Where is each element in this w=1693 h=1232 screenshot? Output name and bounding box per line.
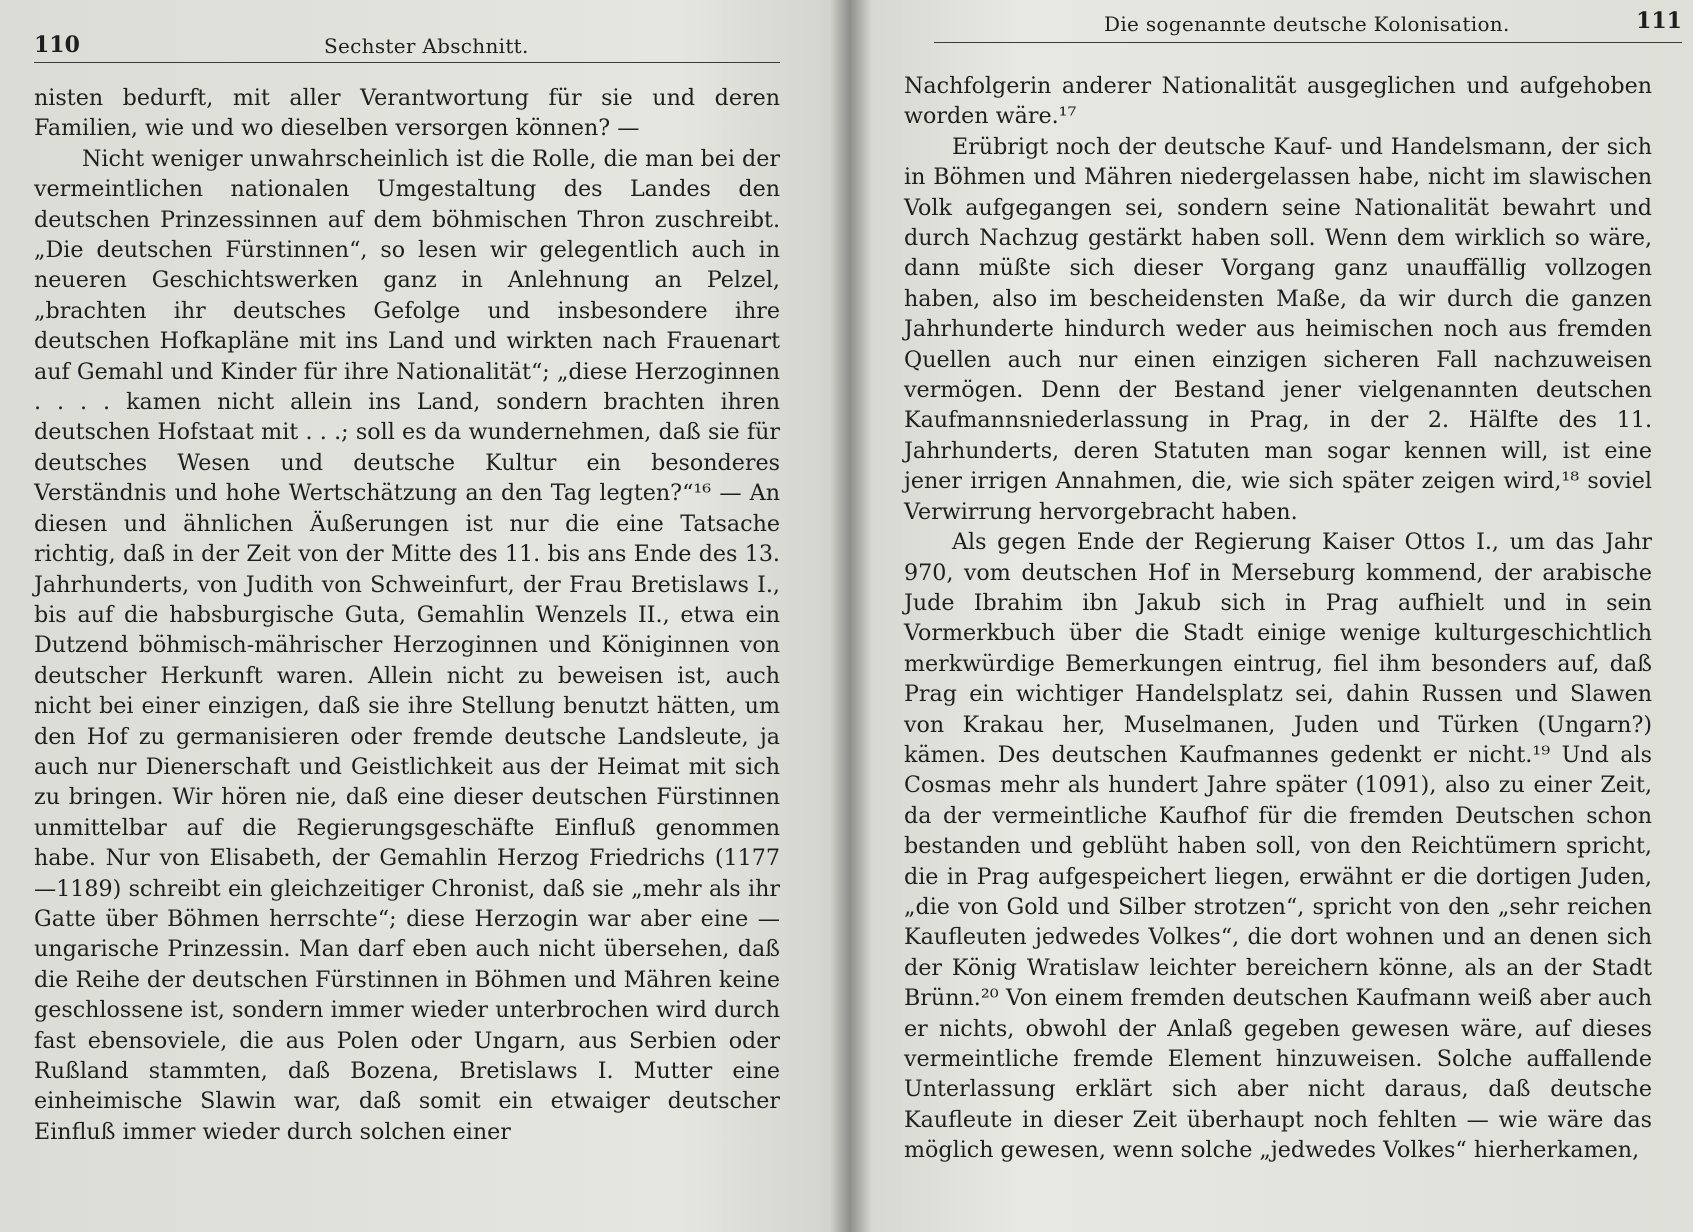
left-page [0, 0, 800, 1232]
right-running-title: Die sogenannte deutsche Kolonisation. [1104, 12, 1510, 36]
right-body-text [904, 71, 1652, 1166]
right-paragraph-1: Nachfolgerin anderer Nationalität ausgeglichen und aufgehoben worden wäre.¹⁷ [904, 73, 1652, 130]
right-running-head [934, 8, 1682, 43]
right-paragraph-2: Erübrigt noch der deutsche Kauf- und Handelsmann, der sich in Böhmen und Mähren niedergelassen habe, nicht im slawischen Volk aufgegangen sei, sondern seine Nationalität bewahrt und durch Nachzug gestärkt haben soll. Wenn dem wirklich so wäre, dann müßte sich dieser Vorgang ganz unauffällig vollzogen haben, also im bescheidensten Maße, da wir durch die ganzen Jahrhunderte hindurch weder aus heimischen noch aus fremden Quellen auch nur einen einzigen sicheren Fall nachzuweisen vermögen. Denn der Bestand jener vielgenannten deutschen Kaufmannsniederlassung in Prag, in der 2. Hälfte des 11. Jahrhunderts, deren Statuten man sogar kennen will, ist eine jener irrigen Annahmen, die, wie sich später zeigen wird,¹⁸ soviel Verwirrung hervorgebracht haben. [904, 133, 1652, 525]
left-running-title: Sechster Abschnitt. [324, 34, 529, 58]
left-paragraph-2: Nicht weniger unwahrscheinlich ist die Rolle, die man bei der vermeintlichen nationalen Umgestaltung des Landes den deutschen Prinzessinnen auf dem böhmischen Thron zuschreibt. „Die deutschen Fürstinnen“, so lesen wir gelegentlich auch in neueren Geschichtswerken ganz in Anlehnung an Pelzel, „brachten ihr deutsches Gefolge und insbesondere ihre deutschen Hofkapläne mit ins Land und wirkten nach Frauenart auf Gemahl und Kinder für ihre Nationalität“; „diese Herzoginnen . . . . kamen nicht allein ins Land, sondern brachten ihren deutschen Hofstaat mit . . .; soll es da wundernehmen, daß sie für deutsches Wesen und deutsche Kultur ein besonderes Verständnis und hohe Wertschätzung an den Tag legten?“¹⁶ — An diesen und ähnlichen Äußerungen ist nur die eine Tatsache richtig, daß in der Zeit von der Mitte des 11. bis ans Ende des 13. Jahrhunderts, von Judith von Schweinfurt, der Frau Bretislaws I., bis auf die habsburgische Guta, Gemahlin Wenzels II., etwa ein Dutzend böhmisch-mährischer Herzoginnen und Königinnen von deutscher Herkunft waren. Allein nicht zu beweisen ist, auch nicht bei einer einzigen, daß sie ihre Stellung benutzt hätten, um den Hof zu germanisieren oder fremde deutsche Landsleute, ja auch nur Dienerschaft und Geistlichkeit aus der Heimat mit sich zu bringen. Wir hören nie, daß eine dieser deutschen Fürstinnen unmittelbar auf die Regierungsgeschäfte Einfluß genommen habe. Nur von Elisabeth, der Gemahlin Herzog Friedrichs (1177—1189) schreibt ein gleichzeitiger Chronist, daß sie „mehr als ihr Gatte über Böhmen herrschte“; diese Herzogin war aber eine — ungarische Prinzessin. Man darf eben auch nicht übersehen, daß die Reihe der deutschen Fürstinnen in Böhmen und Mähren keine geschlossene ist, sondern immer wieder unterbrochen wird durch fast ebensoviele, die aus Polen oder Ungarn, aus Serbien oder Rußland stammten, daß Bozena, Bretislaws I. Mutter eine einheimische Slawin war, daß somit ein etwaiger deutscher Einfluß immer wieder durch solchen einer [34, 145, 780, 1145]
right-paragraph-3: Als gegen Ende der Regierung Kaiser Ottos I., um das Jahr 970, vom deutschen Hof in Merseburg kommend, der arabische Jude Ibrahim ibn Jakub sich in Prag aufhielt und in sein Vormerkbuch über die Stadt einige wenige kulturgeschichtlich merkwürdige Bemerkungen eintrug, fiel ihm besonders auf, daß Prag ein wichtiger Handelsplatz sei, dahin Russen und Slawen von Krakau her, Muselmanen, Juden und Türken (Ungarn?) kämen. Des deutschen Kaufmannes gedenkt er nicht.¹⁹ Und als Cosmas mehr als hundert Jahre später (1091), also zu einer Zeit, da der vermeintliche Kaufhof für die fremden Deutschen schon bestanden und geblüht haben soll, von den Reichtümern spricht, die in Prag aufgespeichert liegen, erwähnt er die dortigen Juden, „die von Gold und Silber strotzen“, spricht von den „sehr reichen Kaufleuten jedwedes Volkes“, die dort wohnen und an denen sich der König Wratislaw leichter bereichern könne, als an der Stadt Brünn.²⁰ Von einem fremden deutschen Kaufmann weiß aber auch er nichts, obwohl der Anlaß gegeben gewesen wäre, auf dieses vermeintliche fremde Element hinzuweisen. Solche auffallende Unterlassung erklärt sich aber nicht daraus, daß deutsche Kaufleute in dieser Zeit überhaupt noch fehlten — wie wäre das möglich gewesen, wenn solche „jedwedes Volkes“ hierherkamen, [904, 529, 1652, 1164]
left-page-number: 110 [34, 32, 80, 58]
right-page [870, 0, 1693, 1232]
left-paragraph-1: nisten bedurft, mit aller Verantwortung für sie und deren Familien, wie und wo dieselben versorgen können? — [34, 85, 780, 142]
left-running-head [34, 28, 780, 63]
left-body-text [34, 83, 780, 1147]
right-page-number: 111 [1636, 8, 1682, 34]
